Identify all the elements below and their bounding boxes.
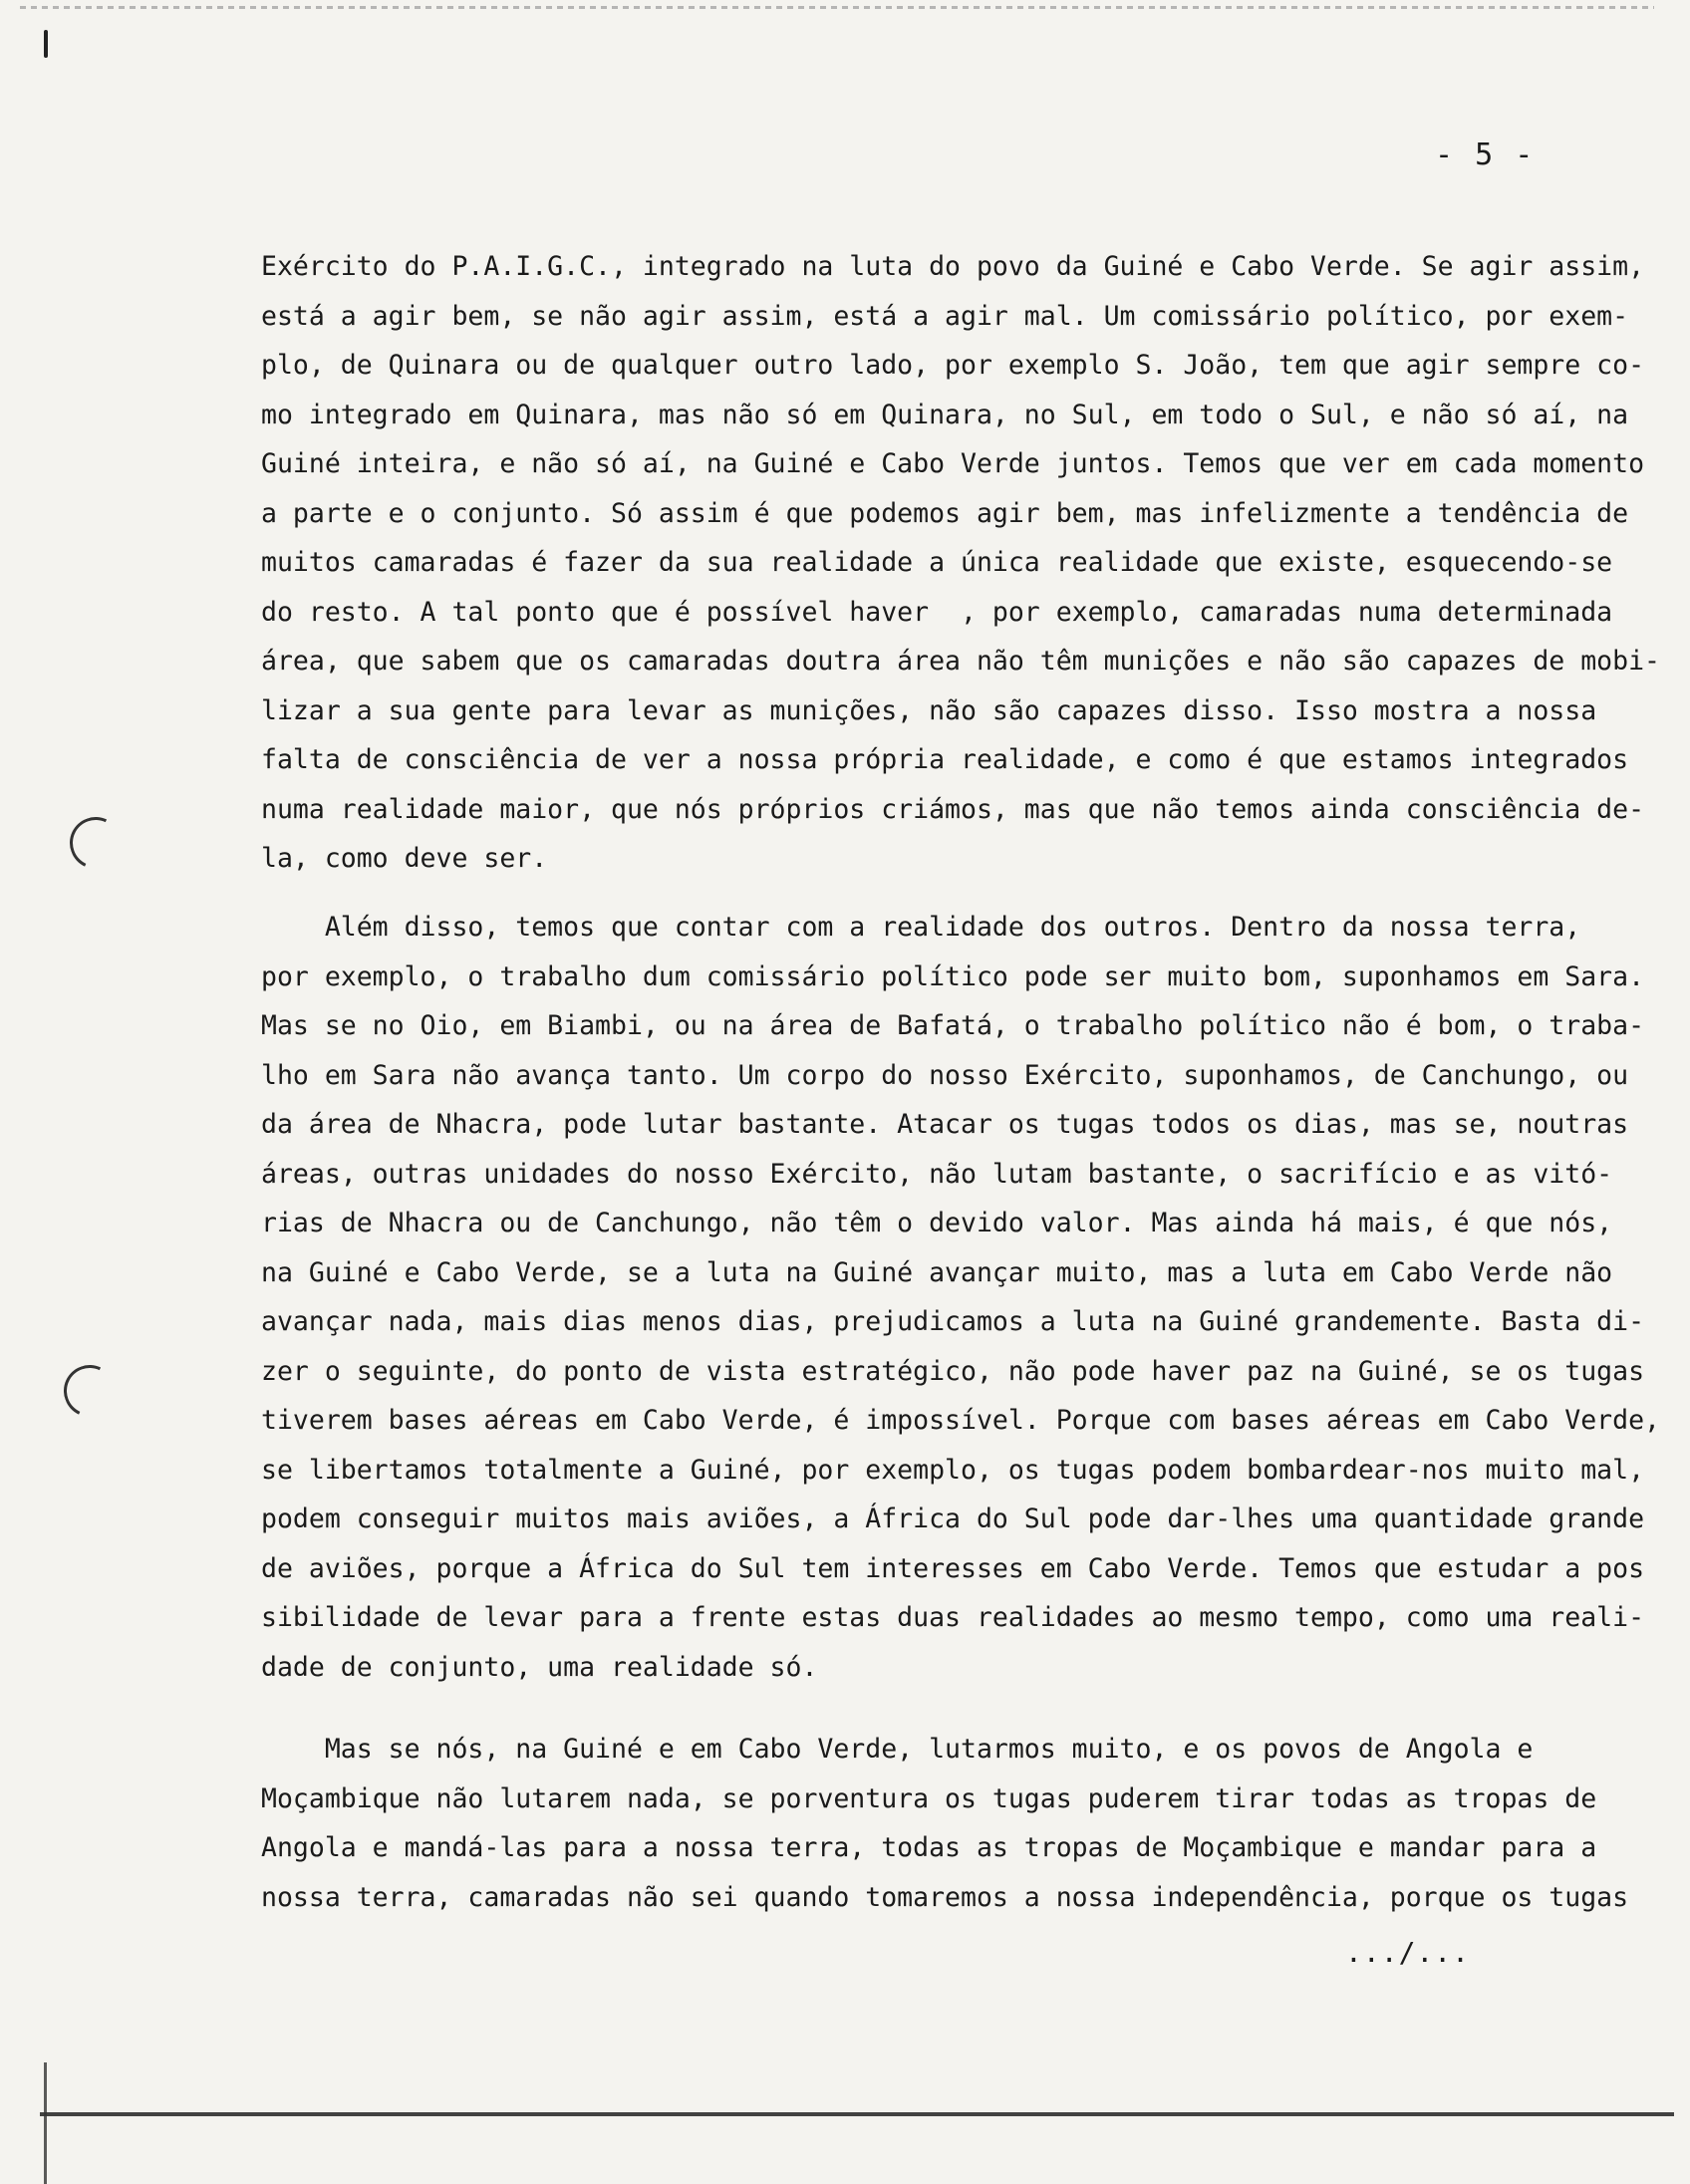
continuation-mark: .../...: [1345, 1936, 1471, 1969]
text-line: Mas se no Oio, em Biambi, ou na área de Bafatá, o trabalho político não é bom, o traba-: [261, 1010, 1645, 1041]
text-line: Moçambique não lutarem nada, se porventura os tugas puderem tirar todas as tropas de: [261, 1782, 1597, 1814]
text-line: do resto. A tal ponto que é possível haver , por exemplo, camaradas numa determinada: [261, 596, 1613, 628]
text-line: Além disso, temos que contar com a realidade dos outros. Dentro da nossa terra,: [261, 912, 1581, 943]
text-line: se libertamos totalmente a Guiné, por exemplo, os tugas podem bombardear-nos muito mal,: [261, 1454, 1645, 1486]
scan-bottom-edge: [40, 2112, 1674, 2116]
text-line: área, que sabem que os camaradas doutra área não têm munições e não são capazes de mobi-: [261, 646, 1660, 677]
paragraph-3: [261, 1725, 1636, 1922]
text-line: numa realidade maior, que nós próprios criámos, mas que não temos ainda consciência de-: [261, 793, 1645, 825]
paragraph-1: [261, 242, 1660, 884]
text-line: avançar nada, mais dias menos dias, prejudicamos a luta na Guiné grandemente. Basta di-: [261, 1306, 1645, 1337]
text-line: a parte e o conjunto. Só assim é que podemos agir bem, mas infelizmente a tendência de: [261, 497, 1629, 529]
text-line: lizar a sua gente para levar as munições, não são capazes disso. Isso mostra a nossa: [261, 694, 1597, 726]
scan-mark: [44, 30, 48, 58]
text-line: tiverem bases aéreas em Cabo Verde, é impossível. Porque com bases aéreas em Cabo Verde,: [261, 1405, 1660, 1436]
text-line: de aviões, porque a África do Sul tem interesses em Cabo Verde. Temos que estudar a pos: [261, 1552, 1645, 1584]
text-line: da área de Nhacra, pode lutar bastante. Atacar os tugas todos os dias, mas se, noutras: [261, 1109, 1629, 1140]
text-line: rias de Nhacra ou de Canchungo, não têm o devido valor. Mas ainda há mais, é que nós,: [261, 1208, 1613, 1238]
page-number: - 5 -: [1435, 137, 1536, 172]
scan-top-edge: [20, 6, 1654, 9]
text-line: zer o seguinte, do ponto de vista estratégico, não pode haver paz na Guiné, se os tugas: [261, 1355, 1645, 1387]
paragraph-2: [261, 903, 1660, 1692]
text-line: muitos camaradas é fazer da sua realidade a única realidade que existe, esquecendo-se: [261, 547, 1613, 578]
text-line: mo integrado em Quinara, mas não só em Quinara, no Sul, em todo o Sul, e não só aí, na: [261, 399, 1629, 430]
text-line: plo, de Quinara ou de qualquer outro lado, por exemplo S. João, tem que agir sempre co-: [261, 350, 1645, 381]
scan-left-edge: [44, 2062, 47, 2184]
text-line: la, como deve ser.: [261, 843, 548, 874]
text-line: áreas, outras unidades do nosso Exército, não lutam bastante, o sacrifício e as vitó-: [261, 1158, 1613, 1190]
text-line: na Guiné e Cabo Verde, se a luta na Guiné avançar muito, mas a luta em Cabo Verde não: [261, 1256, 1613, 1288]
punch-hole-top: [63, 810, 130, 877]
punch-hole-bottom: [57, 1358, 124, 1425]
text-line: podem conseguir muitos mais aviões, a África do Sul pode dar-lhes uma quantidade grande: [261, 1503, 1645, 1534]
text-line: Guiné inteira, e não só aí, na Guiné e Cabo Verde juntos. Temos que ver em cada momento: [261, 448, 1645, 479]
text-line: por exemplo, o trabalho dum comissário político pode ser muito bom, suponhamos em Sara.: [261, 960, 1645, 992]
text-line: sibilidade de levar para a frente estas duas realidades ao mesmo tempo, como uma reali-: [261, 1602, 1645, 1633]
text-line: Angola e mandá-las para a nossa terra, todas as tropas de Moçambique e mandar para a: [261, 1832, 1597, 1863]
text-line: Exército do P.A.I.G.C., integrado na luta do povo da Guiné e Cabo Verde. Se agir assim,: [261, 251, 1645, 282]
text-line: dade de conjunto, uma realidade só.: [261, 1651, 818, 1683]
text-line: nossa terra, camaradas não sei quando tomaremos a nossa independência, porque os tugas: [261, 1881, 1629, 1913]
text-line: lho em Sara não avança tanto. Um corpo do nosso Exército, suponhamos, de Canchungo, ou: [261, 1059, 1629, 1091]
text-line: está a agir bem, se não agir assim, está a agir mal. Um comissário político, por exem-: [261, 300, 1629, 332]
text-line: Mas se nós, na Guiné e em Cabo Verde, lutarmos muito, e os povos de Angola e: [261, 1734, 1534, 1765]
text-line: falta de consciência de ver a nossa própria realidade, e como é que estamos integrados: [261, 744, 1629, 775]
